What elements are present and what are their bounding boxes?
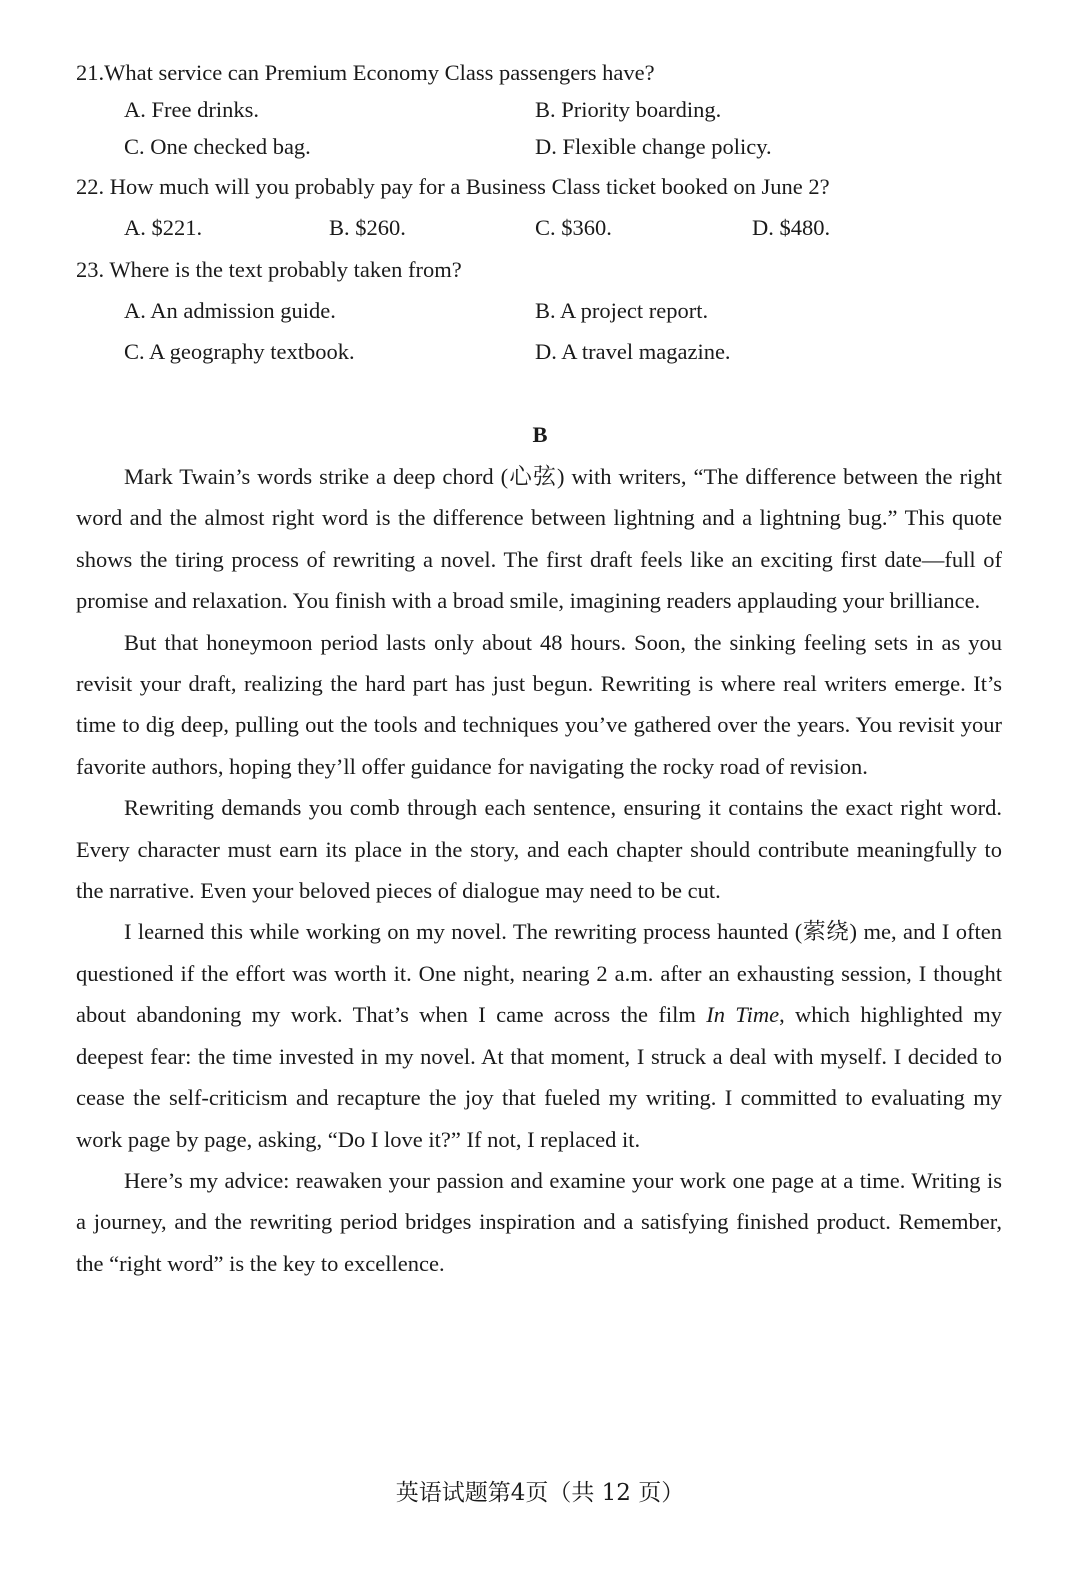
option-23b: B. A project report. <box>535 298 709 323</box>
paragraph <box>76 911 1002 1159</box>
paragraph: But that honeymoon period lasts only about 48 hours. Soon, the sinking feeling sets in as you revisit your draft, realizing the hard part has just begun. Rewriting is where real writers emerge. It’s time to dig deep, pulling out the tools and techniques you’ve gathered over the years. You revisit your favorite authors, hoping they’ll offer guidance for navigating the rocky road of revision. <box>76 629 1002 779</box>
option-22c: C. $360. <box>535 215 612 240</box>
question-21: 21.What service can Premium Economy Class passengers have? <box>76 60 655 85</box>
option-22a: A. $221. <box>124 215 203 240</box>
option-23d: D. A travel magazine. <box>535 339 731 364</box>
option-23c: C. A geography textbook. <box>124 339 355 364</box>
option-22d: D. $480. <box>752 215 831 240</box>
option-21b: B. Priority boarding. <box>535 97 722 122</box>
text: , which highlighted my deepest fear: the time invested in my novel. At that moment, I struck a deal with myself. I decided to cease the self-criticism and recapture the joy that fueled my writing. I committed to evaluating my work page by page, asking, “Do I love it?” If not, I replaced it. <box>76 1002 1002 1152</box>
question-22: 22. How much will you probably pay for a Business Class ticket booked on June 2? <box>76 174 830 199</box>
section-heading: B <box>532 422 548 447</box>
paragraph: Rewriting demands you comb through each sentence, ensuring it contains the exact right word. Every character must earn its place in the story, and each chapter should contribute meaningfully to the narrative. Even your beloved pieces of dialogue may need to be cut. <box>76 795 1002 904</box>
option-22b: B. $260. <box>329 215 406 240</box>
option-21c: C. One checked bag. <box>124 134 311 159</box>
text: I learned this while working on my novel. The rewriting process haunted (萦绕) me, and I often questioned if the effort was worth it. One night, nearing 2 a.m. after an exhausting session, I thought about abandoning my work. That’s when I came across the film <box>76 919 1002 1028</box>
option-23a: A. An admission guide. <box>124 298 336 323</box>
question-23: 23. Where is the text probably taken from? <box>76 257 462 282</box>
paragraph: Here’s my advice: reawaken your passion and examine your work one page at a time. Writing is a journey, and the rewriting period bridges inspiration and a satisfying finished product. Remember, the “right word” is the key to excellence. <box>76 1167 1002 1276</box>
film-title: In Time <box>706 1002 780 1028</box>
option-21a: A. Free drinks. <box>124 97 259 122</box>
paragraph: Mark Twain’s words strike a deep chord (心弦) with writers, “The difference between the right word and the almost right word is the difference between lightning and a lightning bug.” This quote shows the tiring process of rewriting a novel. The first draft feels like an exciting first date—full of promise and relaxation. You finish with a broad smile, imagining readers applauding your brilliance. <box>76 464 1002 614</box>
page-footer: 英语试题第4页（共 12 页） <box>395 1480 685 1506</box>
option-21d: D. Flexible change policy. <box>535 134 772 159</box>
article <box>76 456 1002 1284</box>
